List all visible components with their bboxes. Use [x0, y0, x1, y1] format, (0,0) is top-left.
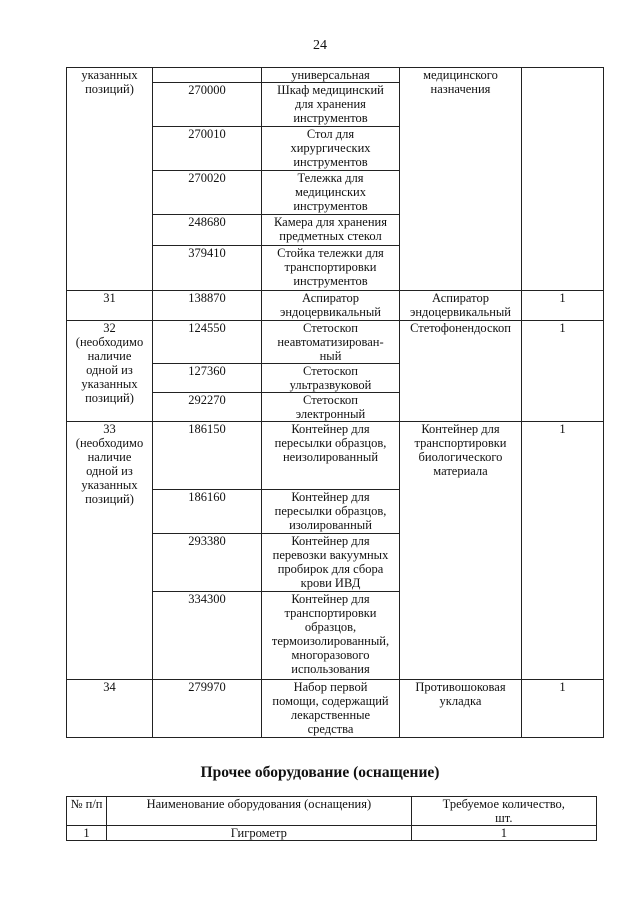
other-equipment-table	[66, 796, 597, 841]
nomenclature-code-cell: 186160	[153, 490, 262, 534]
nomenclature-code-cell: 138870	[153, 291, 262, 321]
item-name-cell: Тележка для медицинских инструментов	[262, 171, 400, 215]
equipment-category-cell: Аспиратор эндоцервикальный	[400, 291, 522, 321]
nomenclature-code-cell: 248680	[153, 215, 262, 246]
equipment-table	[66, 67, 604, 738]
table-row	[67, 321, 604, 364]
item-name-cell: Контейнер для пересылки образцов, изолированный	[262, 490, 400, 534]
quantity-cell: 1	[522, 680, 604, 738]
equipment-category-cell: Контейнер для транспортировки биологического материала	[400, 422, 522, 680]
header-equipment-name: Наименование оборудования (оснащения)	[107, 797, 412, 826]
quantity-cell: 1	[522, 321, 604, 422]
nomenclature-code-cell: 293380	[153, 534, 262, 592]
nomenclature-code-cell	[153, 68, 262, 83]
item-name-cell: Стетоскоп неавтоматизирован- ный	[262, 321, 400, 364]
nomenclature-code-cell: 334300	[153, 592, 262, 680]
quantity-cell	[522, 68, 604, 291]
page-number: 24	[313, 38, 327, 53]
table-row	[67, 68, 604, 83]
table-row	[67, 680, 604, 738]
nomenclature-code-cell: 127360	[153, 364, 262, 393]
table-row	[67, 291, 604, 321]
equipment-category-cell: Противошоковая укладка	[400, 680, 522, 738]
nomenclature-code-cell: 270000	[153, 83, 262, 127]
item-name-cell: Контейнер для транспортировки образцов, термоизолированный, многоразового использования	[262, 592, 400, 680]
item-name-cell: Стол для хирургических инструментов	[262, 127, 400, 171]
position-number-cell: 33 (необходимо наличие одной из указанных позиций)	[67, 422, 153, 680]
required-quantity: 1	[411, 826, 596, 841]
nomenclature-code-cell: 124550	[153, 321, 262, 364]
item-name-cell: Набор первой помощи, содержащий лекарственные средства	[262, 680, 400, 738]
item-name-cell: Камера для хранения предметных стекол	[262, 215, 400, 246]
equipment-category-cell: медицинского назначения	[400, 68, 522, 291]
item-name-cell: Стойка тележки для транспортировки инструментов	[262, 246, 400, 291]
position-number-cell: указанных позиций)	[67, 68, 153, 291]
equipment-name: Гигрометр	[107, 826, 412, 841]
nomenclature-code-cell: 270020	[153, 171, 262, 215]
item-name-cell: Стетоскоп ультразвуковой	[262, 364, 400, 393]
item-name-cell: Контейнер для пересылки образцов, неизолированный	[262, 422, 400, 490]
other-table-header-row	[67, 797, 597, 826]
table-row	[67, 422, 604, 490]
item-name-cell: Шкаф медицинский для хранения инструментов	[262, 83, 400, 127]
item-name-cell: Контейнер для перевозки вакуумных пробирок для сбора крови ИВД	[262, 534, 400, 592]
section-title: Прочее оборудование (оснащение)	[200, 764, 440, 781]
header-required-quantity: Требуемое количество, шт.	[411, 797, 596, 826]
position-number-cell: 32 (необходимо наличие одной из указанных позиций)	[67, 321, 153, 422]
nomenclature-code-cell: 292270	[153, 393, 262, 422]
other-table-row	[67, 826, 597, 841]
nomenclature-code-cell: 279970	[153, 680, 262, 738]
row-number: 1	[67, 826, 107, 841]
position-number-cell: 31	[67, 291, 153, 321]
item-name-cell: Стетоскоп электронный	[262, 393, 400, 422]
item-name-cell: универсальная	[262, 68, 400, 83]
nomenclature-code-cell: 186150	[153, 422, 262, 490]
quantity-cell: 1	[522, 422, 604, 680]
nomenclature-code-cell: 379410	[153, 246, 262, 291]
nomenclature-code-cell: 270010	[153, 127, 262, 171]
header-number: № п/п	[67, 797, 107, 826]
quantity-cell: 1	[522, 291, 604, 321]
equipment-category-cell: Стетофонендоскоп	[400, 321, 522, 422]
position-number-cell: 34	[67, 680, 153, 738]
item-name-cell: Аспиратор эндоцервикальный	[262, 291, 400, 321]
